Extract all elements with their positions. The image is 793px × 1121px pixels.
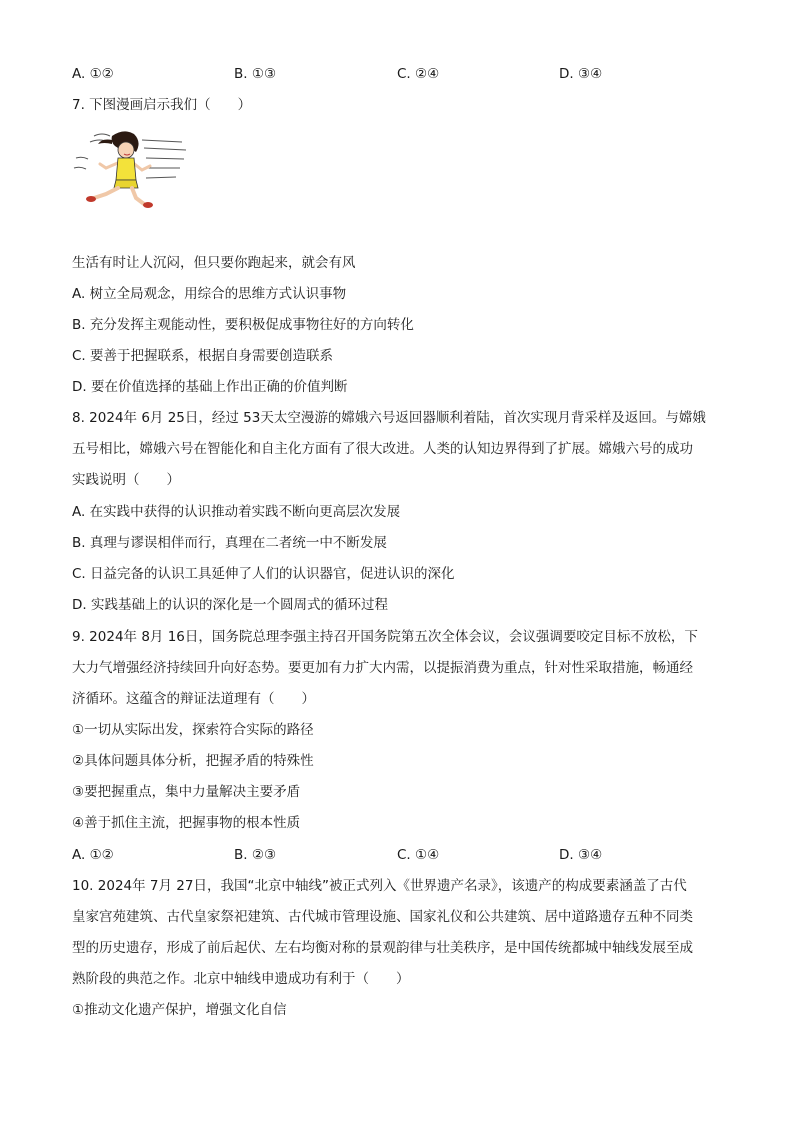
q10-stem-line-3: 型的历史遗存，形成了前后起伏、左右均衡对称的景观韵律与壮美秩序，是中国传统都城中轴线发展至成 (72, 940, 693, 956)
q8-option-a: A. 在实践中获得的认识推动着实践不断向更高层次发展 (72, 504, 401, 520)
q8-option-b: B. 真理与谬误相伴而行，真理在二者统一中不断发展 (72, 535, 387, 551)
q8-option-c: C. 日益完备的认识工具延伸了人们的认识器官，促进认识的深化 (72, 566, 455, 582)
q10-stem-line-1: 10. 2024年 7月 27日，我国“北京中轴线”被正式列入《世界遗产名录》，该遗产的构成要素涵盖了古代 (72, 878, 687, 894)
q7-option-d: D. 要在价值选择的基础上作出正确的价值判断 (72, 379, 348, 395)
q7-option-b: B. 充分发挥主观能动性，要积极促成事物往好的方向转化 (72, 317, 414, 333)
q7-caption: 生活有时让人沉闷，但只要你跑起来，就会有风 (72, 255, 356, 271)
q10-stem-line-4: 熟阶段的典范之作。北京中轴线申遗成功有利于（ ） (72, 971, 410, 987)
q9-option-a: A. ①② (72, 847, 114, 863)
q6-option-a: A. ①② (72, 66, 114, 82)
q9-item-4: ④善于抓住主流，把握事物的根本性质 (72, 815, 301, 831)
q9-item-1: ①一切从实际出发，探索符合实际的路径 (72, 722, 314, 738)
q9-stem-line-3: 济循环。这蕴含的辩证法道理有（ ） (72, 691, 315, 707)
q8-stem-line-1: 8. 2024年 6月 25日，经过 53天太空漫游的嫦娥六号返回器顺利着陆，首次实现月背采样及返回。与嫦娥 (72, 410, 706, 426)
running-girl-cartoon (72, 128, 190, 212)
q9-stem-line-1: 9. 2024年 8月 16日，国务院总理李强主持召开国务院第五次全体会议，会议强调要咬定目标不放松，下 (72, 629, 698, 645)
q6-option-c: C. ②④ (397, 66, 440, 82)
q7-option-a: A. 树立全局观念，用综合的思维方式认识事物 (72, 286, 347, 302)
q8-stem-line-3: 实践说明（ ） (72, 472, 180, 488)
q9-option-c: C. ①④ (397, 847, 440, 863)
q9-option-b: B. ②③ (234, 847, 277, 863)
q10-stem-line-2: 皇家宫苑建筑、古代皇家祭祀建筑、古代城市管理设施、国家礼仪和公共建筑、居中道路遗存五种不同类 (72, 909, 693, 925)
q10-item-1: ①推动文化遗产保护，增强文化自信 (72, 1002, 287, 1018)
q9-stem-line-2: 大力气增强经济持续回升向好态势。要更加有力扩大内需，以提振消费为重点，针对性采取措施，畅通经 (72, 660, 693, 676)
q7-stem: 7. 下图漫画启示我们（ ） (72, 97, 252, 113)
q9-option-d: D. ③④ (559, 847, 603, 863)
q6-option-b: B. ①③ (234, 66, 277, 82)
q8-option-d: D. 实践基础上的认识的深化是一个圆周式的循环过程 (72, 597, 388, 613)
q8-stem-line-2: 五号相比，嫦娥六号在智能化和自主化方面有了很大改进。人类的认知边界得到了扩展。嫦娥六号的成功 (72, 441, 693, 457)
q9-item-3: ③要把握重点，集中力量解决主要矛盾 (72, 784, 301, 800)
q7-option-c: C. 要善于把握联系，根据自身需要创造联系 (72, 348, 334, 364)
q6-options (72, 64, 732, 84)
q6-option-d: D. ③④ (559, 66, 603, 82)
q9-item-2: ②具体问题具体分析，把握矛盾的特殊性 (72, 753, 314, 769)
q9-options (72, 845, 732, 865)
